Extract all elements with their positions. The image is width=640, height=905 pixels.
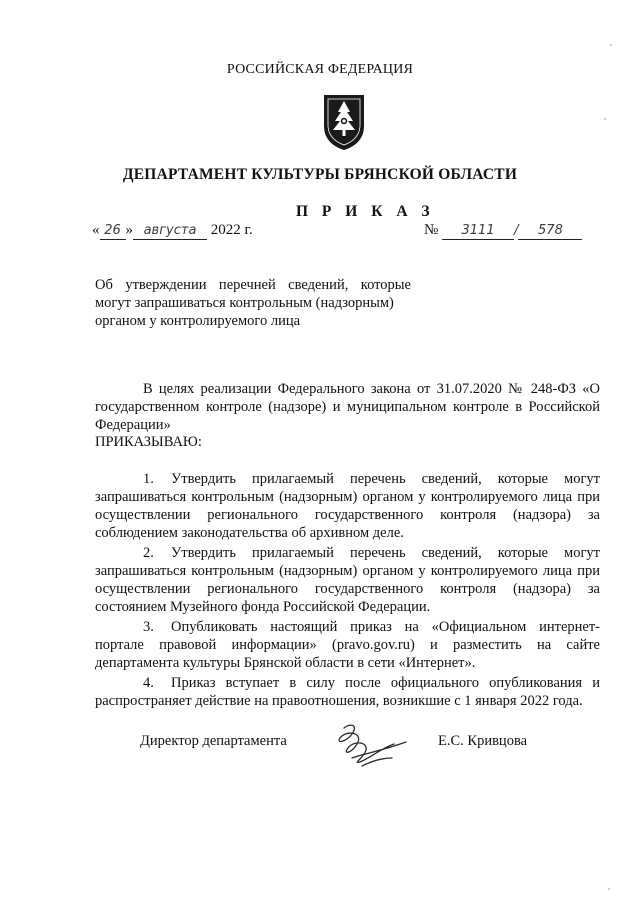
- number-sign: №: [424, 222, 439, 238]
- scan-speck: [604, 118, 606, 120]
- list-item: [95, 618, 600, 672]
- list-item: [95, 544, 600, 616]
- date-month: августа: [133, 223, 207, 240]
- item-text: Приказ вступает в силу после официального опубликования и распространяет действие на правоотношения, возникшие с 1 января 2022 года.: [95, 675, 600, 709]
- item-number: 3.: [143, 619, 154, 635]
- handwritten-signature: [322, 718, 412, 774]
- item-text: Опубликовать настоящий приказ на «Официальном интернет-портале правовой информации» (pravo.gov.ru) и разместить на сайте департамента культуры Брянской области в сети «Интернет».: [95, 619, 600, 671]
- scan-speck: [610, 44, 612, 46]
- subject-line: могут запрашиваться контрольным (надзорным): [95, 295, 394, 311]
- date-open-quote: «: [92, 222, 100, 238]
- order-items: [95, 470, 600, 710]
- signatory-name: Е.С. Кривцова: [438, 733, 528, 749]
- coat-of-arms-icon: [321, 92, 367, 152]
- document-type-title: П Р И К А З: [296, 203, 435, 220]
- signatory-role: Директор департамента: [140, 733, 287, 749]
- item-number: 4.: [143, 675, 154, 691]
- subject-line: Об утверждении перечней сведений, которые: [95, 277, 411, 293]
- command-word: ПРИКАЗЫВАЮ:: [95, 434, 202, 450]
- list-item: [95, 470, 600, 542]
- scan-speck: [608, 888, 610, 890]
- number-separator: /: [514, 223, 519, 238]
- list-item: [95, 674, 600, 710]
- number-part2: 578: [518, 223, 582, 240]
- number-part1: 3111: [442, 223, 514, 240]
- date-close-quote: »: [125, 222, 133, 238]
- order-subject: [95, 276, 411, 330]
- preamble-text: В целях реализации Федерального закона от 31.07.2020 № 248-ФЗ «О государственном контроле (надзоре) и муниципальном контроле в Российской Федерации»: [95, 381, 600, 433]
- department-title: ДЕПАРТАМЕНТ КУЛЬТУРЫ БРЯНСКОЙ ОБЛАСТИ: [122, 166, 518, 183]
- item-number: 1.: [143, 471, 154, 487]
- item-text: Утвердить прилагаемый перечень сведений, которые могут запрашиваться контрольным (надзорным) органом у контролируемого лица при осуществлении регионального государственного контроля (надзора) за соблюдением законодательства об архивном деле.: [95, 471, 600, 541]
- order-number: [424, 222, 582, 240]
- country-header: РОССИЙСКАЯ ФЕДЕРАЦИЯ: [226, 62, 414, 77]
- subject-line: органом у контролируемого лица: [95, 313, 301, 329]
- date-day: 26: [100, 223, 126, 240]
- item-number: 2.: [143, 545, 154, 561]
- preamble: [95, 380, 600, 434]
- order-date: [92, 222, 253, 240]
- date-year: 2022 г.: [210, 222, 253, 238]
- item-text: Утвердить прилагаемый перечень сведений, которые могут запрашиваться контрольным (надзорным) органом у контролируемого лица при осуществлении регионального государственного контроля (надзора) за состоянием Музейного фонда Российской Федерации.: [95, 545, 600, 615]
